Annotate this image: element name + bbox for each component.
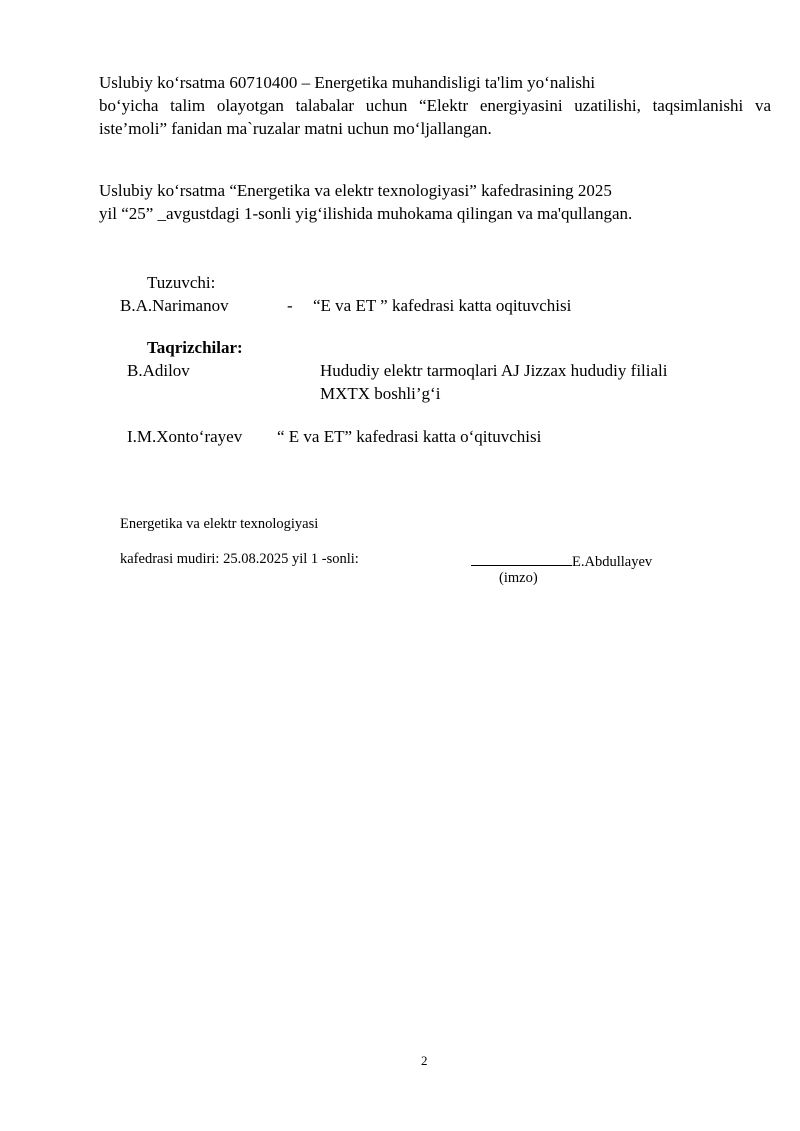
compiler-name: B.A.Narimanov — [120, 296, 229, 315]
compiler-role: “E va ET ” kafedrasi katta oqituvchisi — [313, 296, 572, 315]
signature-caption: (imzo) — [499, 570, 538, 586]
reviewer-role — [320, 359, 667, 405]
page-number: 2 — [421, 1053, 428, 1068]
intro-line-1: Uslubiy ko‘rsatma 60710400 – Energetika muhandisligi ta'lim yo‘nalishi — [99, 73, 596, 92]
approval-line-2: yil “25” _avgustdagi 1-sonli yig‘ilishida muhokama qilingan va ma'qullangan. — [99, 204, 633, 223]
compiler-dash: - — [287, 296, 293, 315]
reviewer-role-line-2: MXTX boshli’g‘i — [320, 384, 441, 403]
reviewer-role: “ E va ET” kafedrasi katta o‘qituvchisi — [277, 427, 542, 446]
signature-line — [471, 551, 572, 566]
department-title: Energetika va elektr texnologiyasi — [120, 516, 319, 532]
intro-line-3: iste’moli” fanidan ma`ruzalar matni uchun mo‘ljallangan. — [99, 119, 492, 138]
reviewer-name: B.Adilov — [127, 361, 190, 380]
intro-line-2: bo‘yicha talim olayotgan talabalar uchun “Elektr energiyasini uzatilishi, taqsimlanishi va — [99, 96, 771, 115]
department-head-line: kafedrasi mudiri: 25.08.2025 yil 1 -sonli: — [120, 551, 359, 567]
approval-paragraph — [99, 179, 632, 225]
compiler-heading: Tuzuvchi: — [147, 273, 216, 292]
reviewers-heading: Taqrizchilar: — [147, 338, 243, 357]
reviewer-role-line-1: Hududiy elektr tarmoqlari AJ Jizzax hududiy filiali — [320, 361, 668, 380]
reviewer-name: I.M.Xonto‘rayev — [127, 427, 243, 446]
signer-name: E.Abdullayev — [572, 554, 653, 570]
intro-paragraph — [99, 71, 771, 140]
approval-line-1: Uslubiy ko‘rsatma “Energetika va elektr texnologiyasi” kafedrasining 2025 — [99, 181, 612, 200]
signature-block — [471, 551, 652, 571]
